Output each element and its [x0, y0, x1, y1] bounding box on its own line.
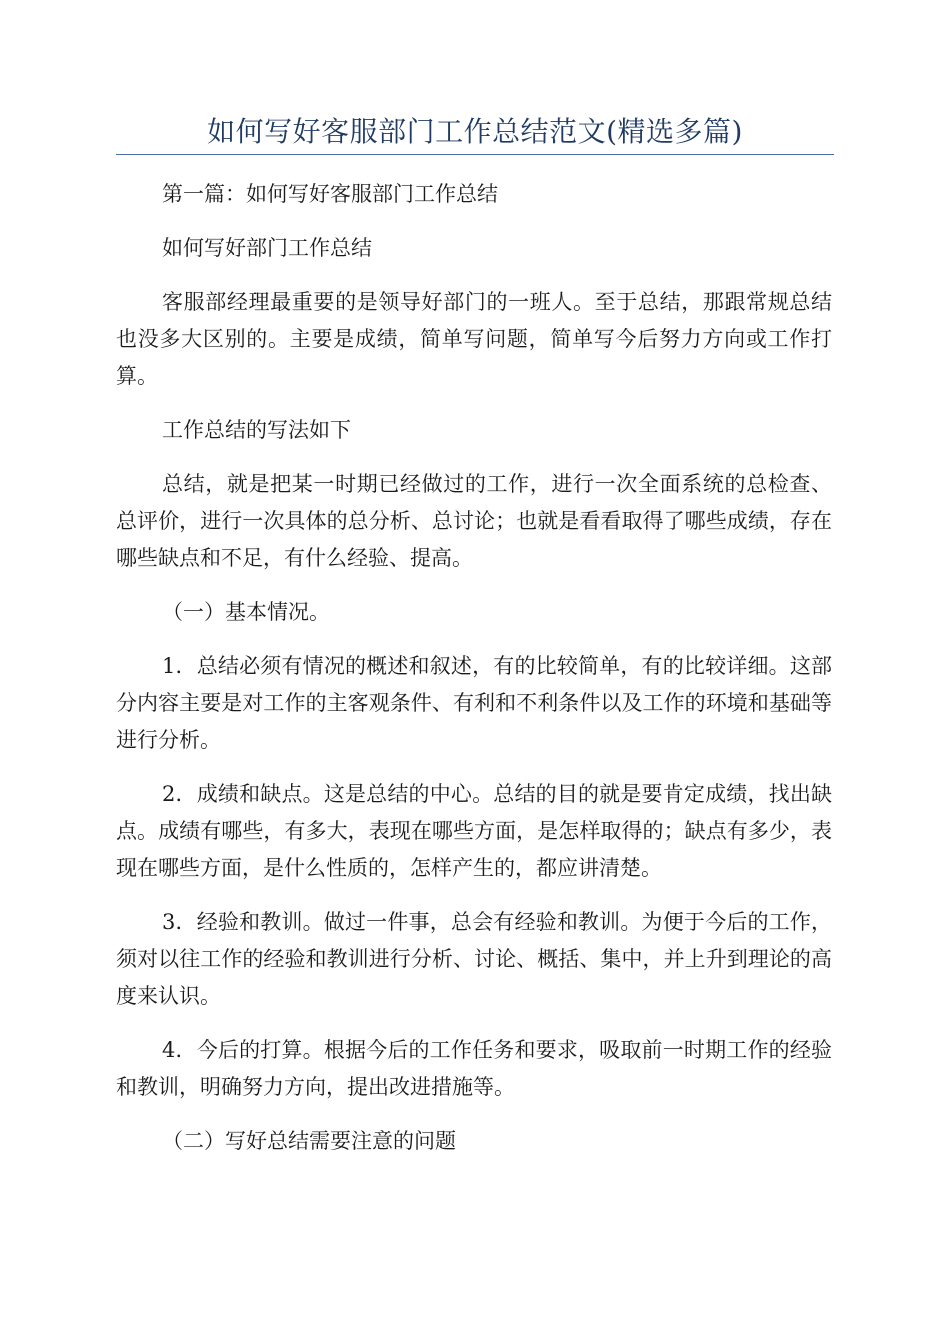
list-item: 2．成绩和缺点。这是总结的中心。总结的目的就是要肯定成绩，找出缺点。成绩有哪些，有多大，表现在哪些方面，是怎样取得的；缺点有多少，表现在哪些方面，是什么性质的，怎样产生的，都应讲清楚。 — [116, 782, 832, 880]
body-paragraph: 客服部经理最重要的是领导好部门的一班人。至于总结，那跟常规总结也没多大区别的。主要是成绩，简单写问题，简单写今后努力方向或工作打算。 — [116, 290, 832, 388]
list-item: 4．今后的打算。根据今后的工作任务和要求，吸取前一时期工作的经验和教训，明确努力方向，提出改进措施等。 — [116, 1038, 832, 1099]
list-heading-writing-notes: （二）写好总结需要注意的问题 — [162, 1129, 456, 1153]
sub-heading: 工作总结的写法如下 — [162, 418, 351, 442]
body-paragraph: 总结，就是把某一时期已经做过的工作，进行一次全面系统的总检查、总评价，进行一次具体的总分析、总讨论；也就是看看取得了哪些成绩，存在哪些缺点和不足，有什么经验、提高。 — [116, 472, 832, 570]
title-underline — [116, 154, 834, 155]
list-item: 1．总结必须有情况的概述和叙述，有的比较简单，有的比较详细。这部分内容主要是对工作的主客观条件、有利和不利条件以及工作的环境和基础等进行分析。 — [116, 654, 832, 752]
document-title: 如何写好客服部门工作总结范文(精选多篇) — [207, 115, 743, 148]
list-item: 3．经验和教训。做过一件事，总会有经验和教训。为便于今后的工作，须对以往工作的经验和教训进行分析、讨论、概括、集中，并上升到理论的高度来认识。 — [116, 910, 832, 1008]
document-body — [116, 176, 832, 1177]
list-heading-basic-situation: （一）基本情况。 — [162, 600, 330, 624]
sub-heading: 如何写好部门工作总结 — [162, 236, 372, 260]
section-heading-part-one: 第一篇：如何写好客服部门工作总结 — [162, 182, 498, 206]
